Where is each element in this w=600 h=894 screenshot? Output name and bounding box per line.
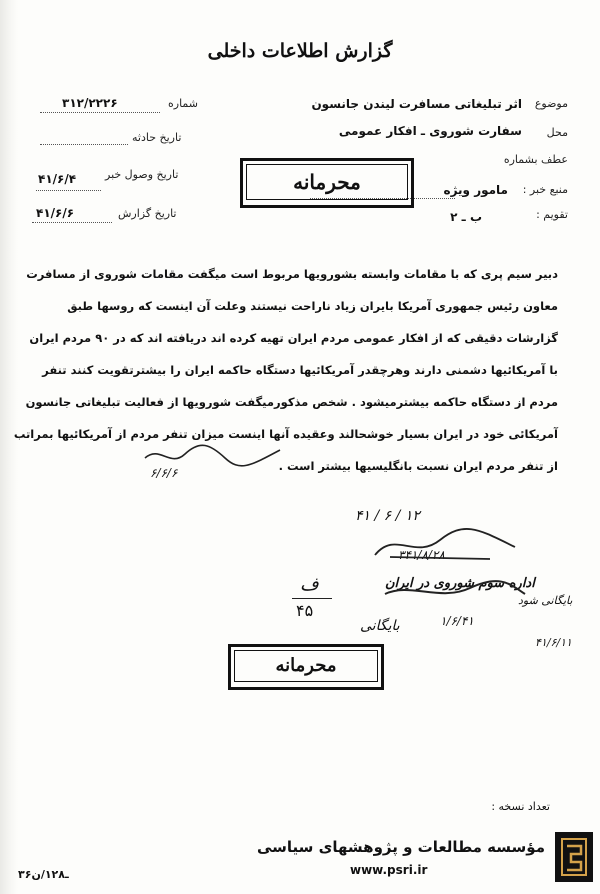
signature-scribble-2 — [370, 525, 520, 565]
fraction-bottom: ۴۵ — [296, 601, 314, 620]
ref-label: عطف بشماره — [503, 153, 568, 166]
number-label: شماره — [168, 97, 199, 110]
source-value: مامور ویژه — [443, 183, 508, 197]
receive-date-label: تاریخ وصول خبر — [105, 168, 179, 181]
fraction-top: ف — [300, 574, 319, 595]
rating-label: تقویم : — [536, 208, 568, 221]
document-title: گزارش اطلاعات داخلی — [207, 40, 393, 62]
subject-value: اثر تبلیغاتی مسافرت لیندن جانسون — [311, 97, 522, 111]
incident-date-label: تاریخ حادثه — [132, 131, 182, 144]
institute-logo — [555, 832, 593, 882]
copy-count-label: تعداد نسخه : — [491, 800, 550, 813]
report-date-dotline — [32, 222, 112, 223]
body-line-5: مردم از دستگاه حاکمه بیشترمیشود . شخص مذکورمیگفت شورویها از فعالیت تبلیغاتی جانسون — [25, 395, 558, 409]
signature-scribble-3 — [380, 580, 530, 602]
confidential-stamp-text: محرمانه — [246, 164, 408, 200]
handwritten-archive: بایگانی — [360, 618, 400, 634]
body-line-3: گزارشات دقیقی که از افکار عمومی مردم ایران تهیه کرده اند دریافته اند که در ۹۰ مردم ایران — [29, 331, 558, 345]
report-date-value: ۴۱/۶/۶ — [36, 206, 75, 220]
fraction-line — [292, 598, 332, 599]
receive-date-value: ۴۱/۶/۴ — [38, 172, 77, 186]
document-code: ۳۶ـ۱۲۸/ن — [18, 868, 69, 881]
confidential-stamp-bottom-text: محرمانه — [234, 650, 378, 682]
handwritten-date-3: ۱/۶/۴۱ — [440, 614, 474, 628]
incident-date-dotline — [40, 144, 128, 145]
institute-name: مؤسسه مطالعات و پژوهشهای سیاسی — [256, 838, 545, 856]
institute-website[interactable]: www.psri.ir — [350, 863, 428, 877]
handwritten-date-5: ۴۱/۶/۱۱ — [535, 636, 572, 649]
receive-date-dotline — [36, 190, 101, 191]
body-line-1: دبیر سیم پری که با مقامات وابسته بشورویها مربوط است میگفت مقامات شوروی از مسافرت — [26, 267, 558, 281]
body-line-2: معاون رئیس جمهوری آمریکا بایران زیاد ناراحت نیستند وعلت آن اینست که روسها طبق — [67, 299, 558, 313]
logo-mark-icon — [559, 836, 589, 878]
subject-label: موضوع — [534, 97, 568, 110]
number-value: ۳۱۲/۲۲۲۶ — [62, 96, 118, 110]
handwritten-department: اداره سوم شوروی در ایران — [385, 576, 535, 591]
place-label: محل — [546, 126, 568, 139]
body-line-6: آمریکائی خود در ایران بسیار خوشحالند وعقیده آنها اینست میزان تنفر مردم از آمریکائیها بمراتب — [13, 427, 558, 441]
number-dotline — [40, 112, 160, 113]
confidential-stamp-top — [240, 158, 414, 208]
handwritten-date-4: ۳۴۱/۸/۲۸ — [398, 548, 445, 562]
source-label: منبع خبر : — [522, 183, 568, 196]
report-date-label: تاریخ گزارش — [118, 207, 177, 220]
handwritten-note: بایگانی شود — [518, 594, 573, 607]
body-line-4: با آمریکائیها دشمنی دارند وهرچقدر آمریکائیها دستگاه حاکمه ایران را بیشترتقویت کنند تنفر — [42, 363, 558, 377]
rating-value: ب ـ ۲ — [450, 210, 482, 224]
confidential-stamp-bottom — [228, 644, 384, 690]
body-line-7: از تنفر مردم ایران نسبت بانگلیسیها بیشتر است . — [278, 459, 558, 473]
handwritten-date-1: ۶/۶/۶ — [150, 466, 178, 480]
handwritten-date-2: ۱۲ / ۶ / ۴۱ — [355, 508, 420, 524]
place-value: سفارت شوروی ـ افکار عمومی — [338, 124, 522, 138]
